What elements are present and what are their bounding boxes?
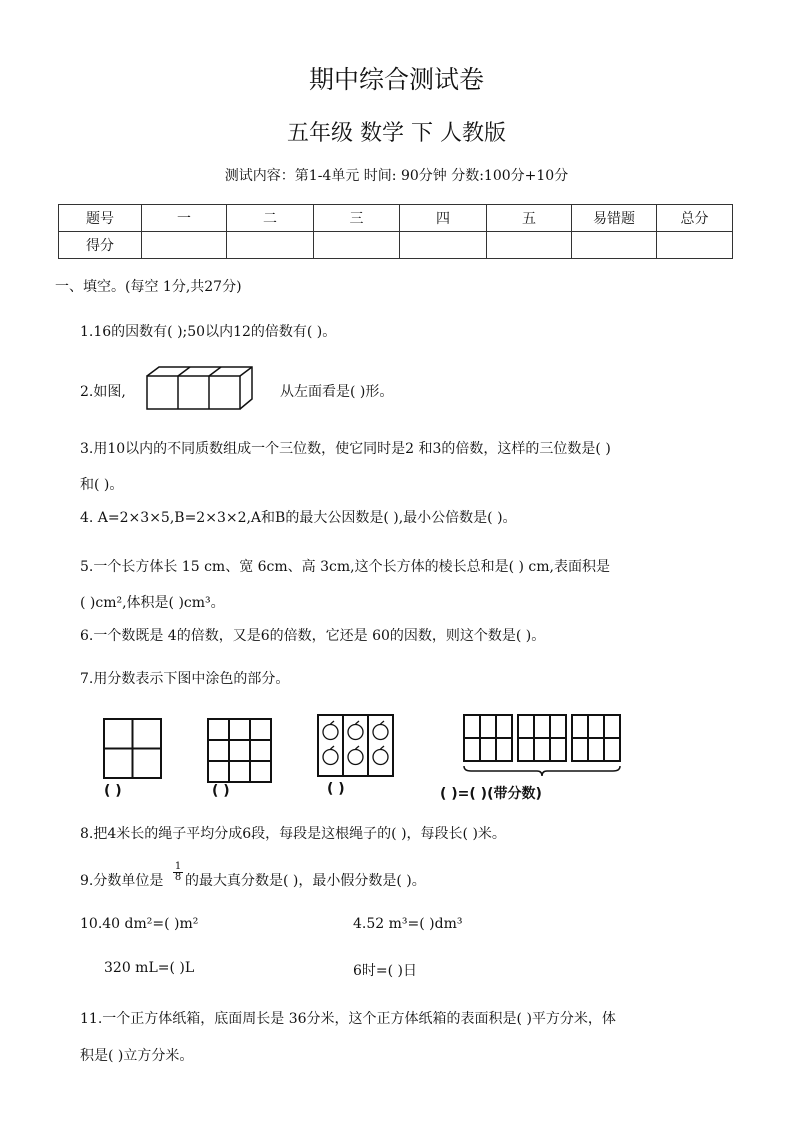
score-table bbox=[58, 204, 733, 259]
score-header-cell: 一 bbox=[142, 205, 227, 232]
page-subtitle: 五年级 数学 下 人教版 bbox=[287, 121, 506, 146]
question-5-line2: ( )cm²,体积是( )cm³。 bbox=[80, 595, 225, 611]
score-input-cell[interactable] bbox=[400, 232, 487, 259]
question-10b: 4.52 m³=( )dm³ bbox=[353, 916, 463, 932]
score-input-cell[interactable] bbox=[572, 232, 657, 259]
question-2-suffix: 从左面看是( )形。 bbox=[280, 384, 394, 400]
score-header-cell: 四 bbox=[400, 205, 487, 232]
cube-figure bbox=[145, 364, 257, 412]
question-2-prefix: 2.如图, bbox=[80, 384, 126, 400]
question-10c: 320 mL=( )L bbox=[104, 960, 195, 976]
fraction-answer-4[interactable]: ( )=( )(带分数) bbox=[440, 786, 542, 802]
question-1: 1.16的因数有( );50以内12的倍数有( )。 bbox=[80, 324, 337, 340]
question-3-line2: 和( )。 bbox=[80, 477, 124, 493]
score-table-row bbox=[59, 232, 733, 259]
score-header-cell: 总分 bbox=[657, 205, 733, 232]
score-header-cell: 三 bbox=[314, 205, 400, 232]
fraction-numerator: 1 bbox=[174, 861, 182, 872]
score-input-cell[interactable] bbox=[227, 232, 314, 259]
score-input-cell[interactable] bbox=[657, 232, 733, 259]
score-input-cell[interactable] bbox=[314, 232, 400, 259]
score-header-cell: 易错题 bbox=[572, 205, 657, 232]
page-title: 期中综合测试卷 bbox=[308, 65, 484, 94]
question-11-line1: 11.一个正方体纸箱，底面周长是 36分米，这个正方体纸箱的表面积是( )平方分米，体 bbox=[80, 1011, 616, 1027]
grid-3x3-figure bbox=[207, 718, 273, 784]
question-11-line2: 积是( )立方分米。 bbox=[80, 1048, 194, 1064]
test-info: 测试内容：第1-4单元 时间: 90分钟 分数:100分+10分 bbox=[224, 168, 569, 184]
score-input-cell[interactable] bbox=[487, 232, 572, 259]
question-5-line1: 5.一个长方体长 15 cm、宽 6cm、高 3cm,这个长方体的棱长总和是( ) cm,表面积是 bbox=[80, 559, 610, 575]
question-6: 6.一个数既是 4的倍数，又是6的倍数，它还是 60的因数，则这个数是( )。 bbox=[80, 628, 546, 644]
fraction-unit bbox=[173, 862, 183, 883]
score-row-label: 得分 bbox=[59, 232, 142, 259]
question-9-prefix: 9.分数单位是 bbox=[80, 873, 164, 889]
fraction-denominator: 8 bbox=[174, 872, 182, 883]
grid-2x2-figure bbox=[103, 718, 163, 780]
question-10a: 10.40 dm²=( )m² bbox=[80, 916, 199, 932]
section-heading: 一、填空。(每空 1分,共27分) bbox=[55, 279, 242, 295]
fraction-answer-1[interactable]: ( ) bbox=[104, 783, 122, 799]
question-9-suffix: 的最大真分数是( )，最小假分数是( )。 bbox=[185, 873, 426, 889]
score-input-cell[interactable] bbox=[142, 232, 227, 259]
apples-figure bbox=[317, 714, 395, 778]
question-3-line1: 3.用10以内的不同质数组成一个三位数，使它同时是2 和3的倍数，这样的三位数是( ) bbox=[80, 441, 611, 457]
score-header-cell: 题号 bbox=[59, 205, 142, 232]
question-8: 8.把4米长的绳子平均分成6段，每段是这根绳子的( )，每段长( )米。 bbox=[80, 826, 506, 842]
question-4: 4. A=2×3×5,B=2×3×2,A和B的最大公因数是( ),最小公倍数是( )。 bbox=[80, 510, 517, 526]
fraction-answer-2[interactable]: ( ) bbox=[212, 783, 230, 799]
grids-with-brace-figure bbox=[461, 714, 625, 778]
fraction-answer-3[interactable]: ( ) bbox=[327, 781, 345, 797]
question-10d: 6时=( )日 bbox=[353, 963, 418, 979]
question-7: 7.用分数表示下图中涂色的部分。 bbox=[80, 671, 290, 687]
score-header-cell: 二 bbox=[227, 205, 314, 232]
score-header-cell: 五 bbox=[487, 205, 572, 232]
score-table-header-row bbox=[59, 205, 733, 232]
